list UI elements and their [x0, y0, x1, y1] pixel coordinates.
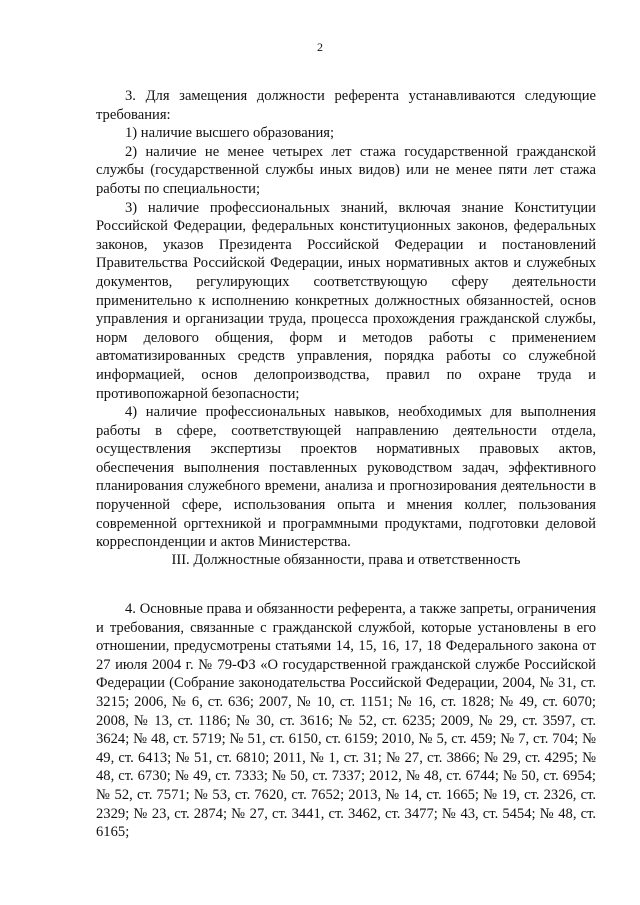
duties-section: [96, 600, 596, 842]
section-heading: III. Должностные обязанности, права и ответственность: [171, 552, 521, 568]
page-number: 2: [317, 40, 323, 54]
paragraph-requirement-3: 3) наличие профессиональных знаний, включая знание Конституции Российской Федерации, федеральных конституционных законов, федеральных законов, указов Президента Российской Федерации и постановлений Правительства Российской Федерации, иных нормативных актов и служебных документов, регулирующих соответствующую сферу деятельности применительно к исполнению конкретных должностных обязанностей, основ управления и организации труда, процесса прохождения гражданской службы, норм делового общения, форм и методов работы с применением автоматизированных средств управления, порядка работы со служебной информацией, основ делопроизводства, правил по охране труда и противопожарной безопасности;: [96, 199, 596, 402]
requirements-section: [96, 87, 596, 552]
paragraph-requirements-intro: 3. Для замещения должности референта устанавливаются следующие требования:: [96, 88, 596, 123]
paragraph-requirement-2: 2) наличие не менее четырех лет стажа государственной гражданской службы (государственной службы иных видов) или не менее пяти лет стажа работы по специальности;: [96, 143, 596, 197]
paragraph-requirement-1: 1) наличие высшего образования;: [125, 125, 335, 142]
paragraph-rights-and-duties: 4. Основные права и обязанности референта, а также запреты, ограничения и требования, связанные с гражданской службой, которые установлены в его отношении, предусмотрены статьями 14, 15, 16, 17, 18 Федерального закона от 27 июля 2004 г. № 79-ФЗ «О государственной гражданской службе Российской Федерации (Собрание законодательства Российской Федерации, 2004, № 31, ст. 3215; 2006, № 6, ст. 636; 2007, № 10, ст. 1151; № 16, ст. 1828; № 49, ст. 6070; 2008, № 13, ст. 1186; № 30, ст. 3616; № 52, ст. 6235; 2009, № 29, ст. 3597, ст. 3624; № 48, ст. 5719; № 51, ст. 6150, ст. 6159; 2010, № 5, ст. 459; № 7, ст. 704; № 49, ст. 6413; № 51, ст. 6810; 2011, № 1, ст. 31; № 27, ст. 3866; № 29, ст. 4295; № 48, ст. 6730; № 49, ст. 7333; № 50, ст. 7337; 2012, № 48, ст. 6744; № 50, ст. 6954; № 52, ст. 7571; № 53, ст. 7620, ст. 7652; 2013, № 14, ст. 1665; № 19, ст. 2326, ст. 2329; № 23, ст. 2874; № 27, ст. 3441, ст. 3462, ст. 3477; № 43, ст. 5454; № 48, ст. 6165;: [96, 601, 596, 841]
paragraph-requirement-4: 4) наличие профессиональных навыков, необходимых для выполнения работы в сфере, соответствующей направлению деятельности отдела, осуществления экспертизы проектов нормативных правовых актов, обеспечения выполнения поставленных руководством задач, эффективного планирования служебного времени, анализа и прогнозирования деятельности в порученной сфере, использования опыта и мнения коллег, пользования современной оргтехникой и программными продуктами, подготовки деловой корреспонденции и актов Министерства.: [96, 404, 596, 551]
